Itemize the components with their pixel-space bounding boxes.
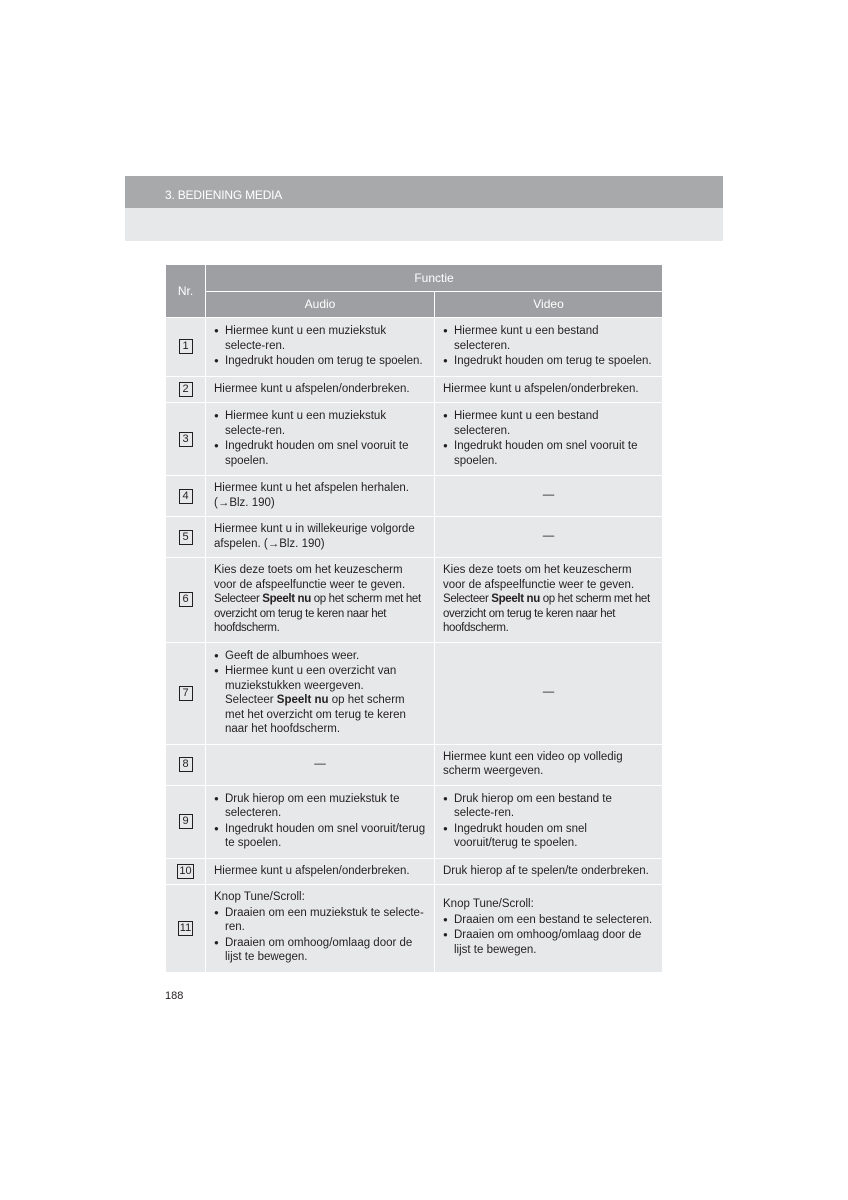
list-item: ● Hiermee kunt u een overzicht van muziekstukken weergeven. Selecteer Speelt nu op het scherm met het overzicht om terug te keren naar het hoofdscherm. [214,664,426,737]
list-item: ● Druk hierop om een muziekstuk te selecteren. [214,792,426,821]
row-number-box: 7 [179,686,193,701]
list-item: ● Ingedrukt houden om snel vooruit/terug te spoelen. [214,822,426,851]
video-cell [435,885,663,973]
list-item: ● Geeft de albumhoes weer. [214,649,426,664]
speelt-nu-label: Speelt nu [276,694,329,706]
video-cell: Hiermee kunt een video op volledig scherm weergeven. [435,744,663,785]
row-number-box: 1 [179,339,193,354]
section-header-subband [125,208,723,241]
table-row [166,642,663,744]
list-item: ● Ingedrukt houden om snel vooruit te spoelen. [214,439,426,468]
section-header-band [125,176,723,208]
speelt-nu-label: Speelt nu [491,593,540,605]
row-number-box: 11 [179,921,192,934]
row-number-box: 5 [179,530,193,545]
table-row [166,517,663,558]
table-row [166,885,663,973]
audio-cell: Hiermee kunt u in willekeurige volgorde afspelen. (→Blz. 190) [206,517,435,558]
list-item: ● Ingedrukt houden om snel vooruit te spoelen. [443,439,654,468]
list-item: ● Draaien om omhoog/omlaag door de lijst te bewegen. [443,928,654,957]
table-row [166,785,663,858]
cell-text: Selecteer Speelt nu op het scherm met het overzicht om terug te keren naar het hoofdscherm. [443,593,650,634]
list-item: ● Hiermee kunt u een muziekstuk selecte-ren. [214,324,426,353]
row-number-box: 10 [179,864,192,877]
video-cell [435,785,663,858]
list-item: ● Ingedrukt houden om terug te spoelen. [443,354,654,369]
audio-cell: Hiermee kunt u het afspelen herhalen. (→Blz. 190) [206,476,435,517]
cell-text: Kies deze toets om het keuzescherm voor de afspeelfunctie weer te geven. [214,564,406,591]
cell-text: Kies deze toets om het keuzescherm voor de afspeelfunctie weer te geven. [443,564,635,591]
row-number-box: 9 [179,814,193,829]
column-header-nr: Nr. [166,265,206,318]
list-item: ● Draaien om een bestand te selecteren. [443,913,654,928]
list-item: ● Druk hierop om een bestand te selecte-ren. [443,792,654,821]
cell-text: Selecteer Speelt nu op het scherm met het overzicht om terug te keren naar het hoofdscherm. [214,593,421,634]
list-item: ● Draaien om omhoog/omlaag door de lijst te bewegen. [214,936,426,965]
audio-cell-dash: — [206,744,435,785]
cell-text: Knop Tune/Scroll: [214,891,305,903]
video-cell: Druk hierop af te spelen/te onderbreken. [435,858,663,885]
column-header-functie: Functie [206,265,663,292]
row-number-box: 2 [179,382,193,397]
audio-cell [206,885,435,973]
row-number-box: 4 [179,489,193,504]
column-header-audio: Audio [206,292,435,318]
section-title: 3. BEDIENING MEDIA [165,188,283,202]
audio-cell [206,558,435,643]
video-cell [435,403,663,476]
table-row [166,318,663,377]
column-header-video: Video [435,292,663,318]
table-row [166,558,663,643]
audio-cell [206,403,435,476]
list-item: ● Hiermee kunt u een bestand selecteren. [443,324,654,353]
list-item: ● Hiermee kunt u een muziekstuk selecte-ren. [214,409,426,438]
list-item: ● Ingedrukt houden om terug te spoelen. [214,354,426,369]
table-row [166,858,663,885]
page-number: 188 [165,990,184,1002]
audio-cell: Hiermee kunt u afspelen/onderbreken. [206,376,435,403]
video-cell [435,558,663,643]
audio-cell [206,785,435,858]
video-cell [435,318,663,377]
row-number-box: 3 [179,432,193,447]
audio-cell [206,318,435,377]
row-number-box: 8 [179,757,193,772]
table-row [166,376,663,403]
audio-cell [206,642,435,744]
list-item: ● Ingedrukt houden om snel vooruit/terug te spoelen. [443,822,654,851]
cell-text: Knop Tune/Scroll: [443,898,534,911]
list-item: ● Hiermee kunt u een bestand selecteren. [443,409,654,438]
video-cell-dash: — [435,642,663,744]
audio-cell: Hiermee kunt u afspelen/onderbreken. [206,858,435,885]
video-cell: Hiermee kunt u afspelen/onderbreken. [435,376,663,403]
table-row [166,744,663,785]
function-table [165,264,663,973]
list-item: ● Draaien om een muziekstuk te selecte-ren. [214,906,426,935]
video-cell-dash: — [435,517,663,558]
table-row [166,403,663,476]
video-cell-dash: — [435,476,663,517]
speelt-nu-label: Speelt nu [262,593,311,605]
row-number-box: 6 [179,592,193,607]
table-row [166,476,663,517]
